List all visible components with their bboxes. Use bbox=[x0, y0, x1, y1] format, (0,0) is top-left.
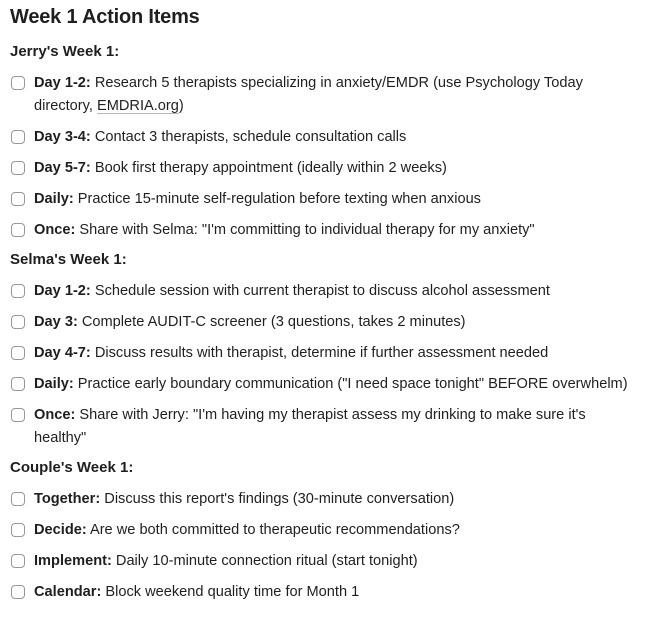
checkbox[interactable] bbox=[11, 76, 25, 90]
task-label: Day 1-2: Schedule session with current therapist to discuss alcohol assessment bbox=[34, 283, 550, 299]
task-label: Calendar: Block weekend quality time for Month 1 bbox=[34, 584, 360, 600]
task-label: Day 4-7: Discuss results with therapist, determine if further assessment needed bbox=[34, 345, 549, 361]
task-prefix: Day 1-2: bbox=[34, 75, 91, 91]
checkbox[interactable] bbox=[11, 585, 25, 599]
checklist-item bbox=[10, 219, 639, 242]
checklist-item bbox=[10, 342, 639, 365]
checklist bbox=[10, 488, 639, 604]
checkbox[interactable] bbox=[11, 408, 25, 422]
checkbox[interactable] bbox=[11, 223, 25, 237]
checklist-item bbox=[10, 157, 639, 180]
task-label: Day 5-7: Book first therapy appointment (ideally within 2 weeks) bbox=[34, 160, 447, 176]
task-label: Once: Share with Selma: "I'm committing to individual therapy for my anxiety" bbox=[34, 222, 535, 238]
task-prefix: Once: bbox=[34, 407, 76, 423]
task-prefix: Daily: bbox=[34, 376, 74, 392]
task-label: Decide: Are we both committed to therapeutic recommendations? bbox=[34, 522, 460, 538]
page-title: Week 1 Action Items bbox=[10, 6, 200, 28]
task-prefix: Day 4-7: bbox=[34, 345, 91, 361]
task-label: Day 3-4: Contact 3 therapists, schedule consultation calls bbox=[34, 129, 407, 145]
section-header: Couple's Week 1: bbox=[10, 459, 134, 476]
task-label: Day 1-2: Research 5 therapists specializing in anxiety/EMDR (use Psychology Today directory, EMDRIA.org) bbox=[34, 75, 583, 114]
checklist-item bbox=[10, 488, 639, 511]
task-label: Once: Share with Jerry: "I'm having my therapist assess my drinking to make sure it's healthy" bbox=[34, 407, 586, 446]
task-prefix: Day 1-2: bbox=[34, 283, 91, 299]
checklist-item bbox=[10, 373, 639, 396]
section-selma bbox=[10, 250, 639, 450]
checklist bbox=[10, 72, 639, 242]
task-prefix: Calendar: bbox=[34, 584, 102, 600]
checklist-item bbox=[10, 581, 639, 604]
checkbox[interactable] bbox=[11, 315, 25, 329]
section-couple bbox=[10, 458, 639, 604]
checklist-item bbox=[10, 311, 639, 334]
emdria-link[interactable]: EMDRIA.org bbox=[97, 98, 179, 114]
task-label: Implement: Daily 10-minute connection ritual (start tonight) bbox=[34, 553, 418, 569]
task-prefix: Day 3: bbox=[34, 314, 78, 330]
task-prefix: Once: bbox=[34, 222, 76, 238]
checkbox[interactable] bbox=[11, 523, 25, 537]
checklist-item bbox=[10, 550, 639, 573]
section-header: Jerry's Week 1: bbox=[10, 43, 120, 60]
task-prefix: Daily: bbox=[34, 191, 74, 207]
section-header: Selma's Week 1: bbox=[10, 251, 127, 268]
checkbox[interactable] bbox=[11, 377, 25, 391]
checklist-item bbox=[10, 72, 639, 118]
checkbox[interactable] bbox=[11, 284, 25, 298]
checkbox[interactable] bbox=[11, 161, 25, 175]
checklist-item bbox=[10, 280, 639, 303]
task-label: Daily: Practice 15-minute self-regulation before texting when anxious bbox=[34, 191, 481, 207]
task-prefix: Implement: bbox=[34, 553, 112, 569]
task-label: Day 3: Complete AUDIT-C screener (3 questions, takes 2 minutes) bbox=[34, 314, 466, 330]
checklist-item bbox=[10, 126, 639, 149]
checklist-item bbox=[10, 404, 639, 450]
task-label: Daily: Practice early boundary communication ("I need space tonight" BEFORE overwhelm) bbox=[34, 376, 628, 392]
checkbox[interactable] bbox=[11, 192, 25, 206]
checkbox[interactable] bbox=[11, 130, 25, 144]
task-prefix: Day 3-4: bbox=[34, 129, 91, 145]
task-prefix: Decide: bbox=[34, 522, 87, 538]
checklist-item bbox=[10, 188, 639, 211]
task-prefix: Together: bbox=[34, 491, 101, 507]
checkbox[interactable] bbox=[11, 554, 25, 568]
checkbox[interactable] bbox=[11, 346, 25, 360]
checklist-item bbox=[10, 519, 639, 542]
checklist bbox=[10, 280, 639, 450]
section-jerry bbox=[10, 42, 639, 242]
checkbox[interactable] bbox=[11, 492, 25, 506]
task-label: Together: Discuss this report's findings (30-minute conversation) bbox=[34, 491, 455, 507]
task-prefix: Day 5-7: bbox=[34, 160, 91, 176]
